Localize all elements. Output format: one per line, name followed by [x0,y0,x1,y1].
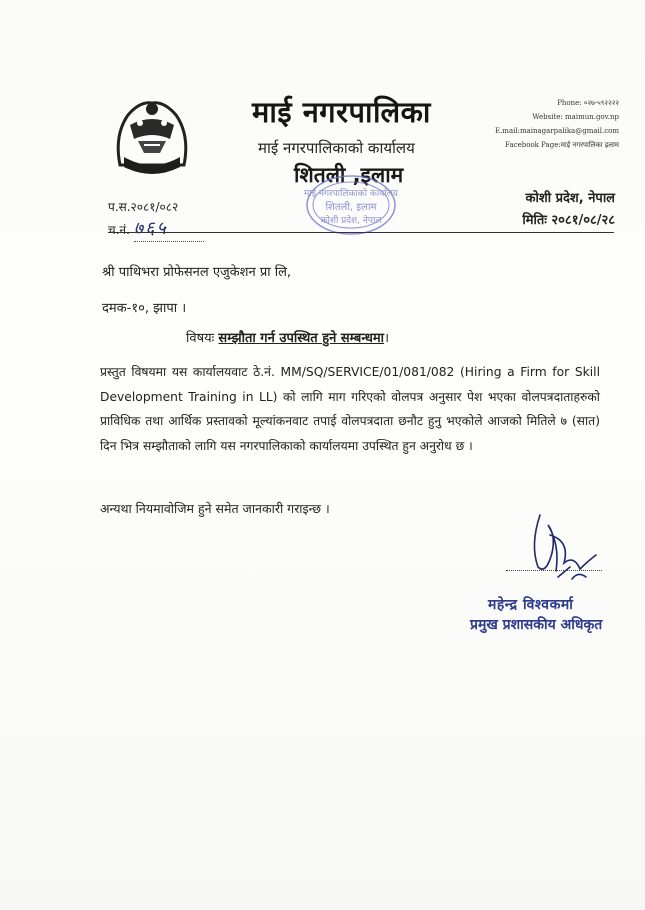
stamp-line-3: कोशी प्रदेश, नेपाल [320,216,382,226]
letter-closing: अन्यथा नियमावोजिम हुने समेत जानकारी गराइन्छ । [100,501,330,516]
nepal-government-emblem-icon [110,95,194,181]
contact-facebook: Facebook Page:माई नगरपालिका इलाम [505,141,619,149]
chalani-number-line [134,218,204,242]
subject-end: । [384,331,389,346]
province-date-block [522,188,615,232]
chalani-row [108,218,204,242]
handwritten-signature [500,505,610,590]
reference-numbers [108,196,204,242]
office-name: माई नगरपालिकाको कार्यालय [258,139,415,157]
office-seal-stamp [303,172,399,238]
chalani-number: ७६५ [133,218,168,239]
letter-body: प्रस्तुत विषयमा यस कार्यालयवाट ठे.नं. MM/SQ/SERVICE/01/081/082 (Hiring a Firm for Skill Development Training in LL) को लागि माग गरिएको वोलपत्र अनुसार पेश भएका वोलपत्रदाताहरुको प्राविधिक तथा आर्थिक प्रस्तावको मूल्यांकनवाट तपाई वोलपत्रदाता छनौट हुनु भएकोले आजको मितिले ७ (सात) दिन भित्र सम्झौताको लागि यस नगरपालिकाको कार्यालयमा उपस्थित हुन अनुरोध छ । [100,365,600,453]
chalani-label: च.नं. [108,223,130,237]
signature-line [506,570,602,571]
province: कोशी प्रदेश, नेपाल [525,191,615,206]
contact-block [495,96,619,152]
contact-website: Website: maimun.gov.np [532,113,619,121]
signatory-title: प्रमुख प्रशासकीय अधिकृत [470,617,603,633]
recipient-address: दमक-१०, झापा । [102,301,187,316]
contact-email: E.mail:mainagarpalika@gmail.com [494,127,619,135]
office-location: शितली ,इलाम [294,163,404,187]
stamp-line-2: शितली, इलाम [325,202,377,213]
subject-line [186,328,389,346]
patra-sankhya: प.स.२०८१/०८२ [108,200,179,214]
subject-label: विषयः [186,331,215,346]
subject-text: सम्झौता गर्न उपस्थित हुने सम्बन्धमा [218,331,385,346]
letter-date: मितिः २०८१/०८/२८ [522,213,615,228]
recipient-name: श्री पाथिभरा प्रोफेसनल एजुकेशन प्रा लि, [102,265,292,280]
municipality-title: माई नगरपालिका [252,95,431,129]
stamp-line-1: माई नगरपालिकाको कार्यालय [303,189,399,199]
contact-phone: Phone: ०२७-५९२२२२ [557,99,619,107]
header-divider [108,232,614,233]
signatory-name: महेन्द्र विश्वकर्मा [488,597,574,613]
